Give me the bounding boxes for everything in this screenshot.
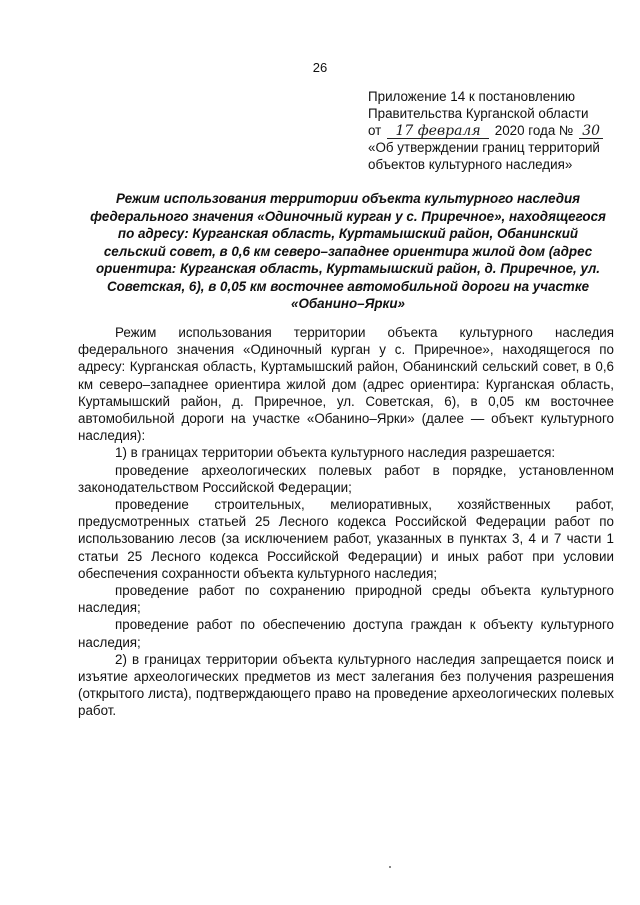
body-paragraph: проведение археологических полевых работ в порядке, установленном законодательством Российской Федерации;	[78, 462, 614, 495]
appendix-line-4: «Об утверждении границ территорий	[368, 140, 600, 155]
appendix-line-5: объектов культурного наследия»	[368, 157, 573, 172]
body-paragraph: 1) в границах территории объекта культурного наследия разрешается:	[115, 445, 556, 461]
handwritten-number: 30	[579, 124, 603, 139]
page-number: 26	[312, 60, 328, 75]
body-paragraph: проведение строительных, мелиоративных, хозяйственных работ, предусмотренных статьей 25 Лесного кодекса Российской Федерации работ по использованию лесов (за исключением работ, указанных в пунктах 3, 4 и 7 части 1 статьи 25 Лесного кодекса Российской Федерации) и иных работ при условии обеспечения сохранности объекта культурного наследия;	[78, 497, 614, 581]
appendix-header	[368, 88, 618, 173]
handwritten-date: 17 февраля	[387, 124, 489, 139]
appendix-line-3	[368, 122, 618, 139]
body-paragraph: проведение работ по сохранению природной среды объекта культурного наследия;	[78, 583, 614, 616]
appendix-year-label: 2020 года №	[494, 123, 574, 138]
body-paragraph: Режим использования территории объекта культурного наследия федерального значения «Одиночный курган у с. Приречное», находящегося по адресу: Курганская область, Куртамышский район, Обанинский сельский совет, в 0,6 км северо–западнее ориентира жилой дом (адрес ориентира: Курганская область, Куртамышский район, д. Приречное, ул. Советская, 6), в 0,05 км восточнее автомобильной дороги на участке «Обанино–Ярки» (далее — объект культурного наследия):	[78, 325, 614, 444]
appendix-line-2: Правительства Курганской области	[368, 106, 589, 121]
document-body	[78, 324, 614, 720]
appendix-line-1: Приложение 14 к постановлению	[368, 89, 576, 104]
body-paragraph: проведение работ по обеспечению доступа граждан к объекту культурного наследия;	[78, 617, 614, 650]
body-paragraph: 2) в границах территории объекта культурного наследия запрещается поиск и изъятие археологических предметов из мест залегания без получения разрешения (открытого листа), подтверждающего право на проведение археологических полевых работ.	[78, 651, 614, 719]
scan-speck	[389, 866, 391, 868]
appendix-from-label: от	[368, 123, 382, 138]
document-title: Режим использования территории объекта культурного наследия федерального значения «Одиночный курган у с. Приречное», находящегося по адресу: Курганская область, Куртамышский район, Обанинский сельский совет, в 0,6 км северо–западнее ориентира жилой дом (адрес ориентира: Курганская область, Куртамышский район, д. Приречное, ул. Советская, 6), в 0,05 км восточнее автомобильной дороги на участке «Обанино–Ярки»	[90, 191, 606, 311]
